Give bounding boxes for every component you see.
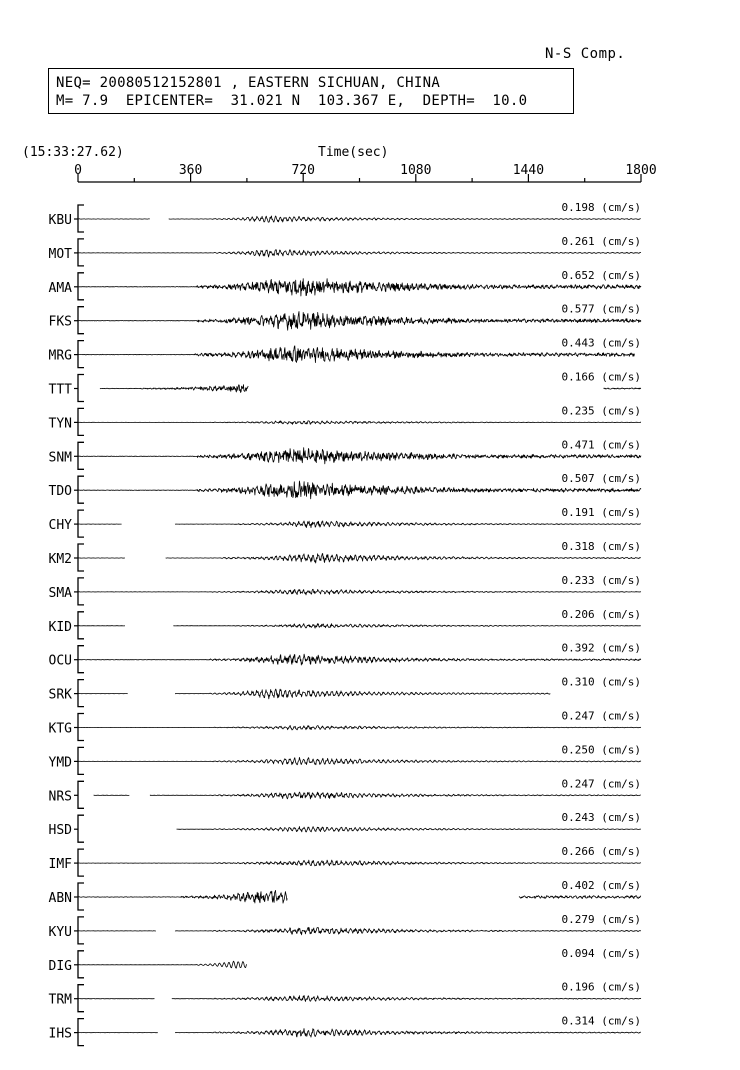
station-label: TRM bbox=[48, 992, 72, 1008]
peak-amplitude-label: 0.392 (cm/s) bbox=[561, 641, 641, 655]
waveform-trace bbox=[183, 961, 247, 968]
station-label: ABN bbox=[48, 891, 72, 906]
peak-amplitude-label: 0.314 (cm/s) bbox=[561, 1014, 641, 1028]
trace-bracket bbox=[78, 239, 84, 266]
event-header-line2: M= 7.9 EPICENTER= 31.021 N 103.367 E, DEPTH= 10.0 bbox=[56, 93, 528, 109]
trace-bracket bbox=[78, 273, 84, 300]
waveform-trace bbox=[78, 279, 641, 296]
peak-amplitude-label: 0.261 (cm/s) bbox=[561, 234, 641, 248]
trace-bracket bbox=[78, 985, 84, 1012]
waveform-trace bbox=[78, 757, 641, 764]
peak-amplitude-label: 0.402 (cm/s) bbox=[561, 879, 641, 892]
trace-bracket bbox=[78, 714, 84, 741]
station-label: KTG bbox=[48, 721, 72, 737]
station-label: TYN bbox=[48, 416, 72, 432]
peak-amplitude-label: 0.250 (cm/s) bbox=[561, 743, 641, 757]
station-label: IMF bbox=[48, 857, 72, 873]
trace-bracket bbox=[78, 307, 84, 334]
station-label: NRS bbox=[48, 789, 72, 805]
peak-amplitude-label: 0.577 (cm/s) bbox=[561, 302, 641, 316]
station-label: SRK bbox=[48, 687, 72, 703]
peak-amplitude-label: 0.443 (cm/s) bbox=[561, 336, 641, 350]
peak-amplitude-label: 0.247 (cm/s) bbox=[561, 709, 641, 723]
x-tick-label: 1080 bbox=[400, 163, 432, 178]
origin-time-label: (15:33:27.62) bbox=[22, 145, 124, 160]
peak-amplitude-label: 0.507 (cm/s) bbox=[561, 472, 641, 486]
station-label: CHY bbox=[48, 518, 72, 534]
station-label: SMA bbox=[48, 585, 72, 601]
station-label: KM2 bbox=[48, 552, 72, 567]
waveform-trace bbox=[169, 216, 641, 222]
waveform-trace bbox=[175, 1029, 641, 1038]
waveform-trace bbox=[78, 860, 641, 866]
station-label: OCU bbox=[48, 653, 72, 669]
waveform-trace bbox=[78, 725, 641, 730]
peak-amplitude-label: 0.247 (cm/s) bbox=[561, 777, 641, 791]
station-label: TTT bbox=[48, 382, 72, 398]
peak-amplitude-label: 0.206 (cm/s) bbox=[561, 607, 641, 621]
trace-bracket bbox=[78, 917, 84, 944]
waveform-trace bbox=[78, 890, 287, 903]
waveform-trace bbox=[150, 792, 641, 799]
station-label: KBU bbox=[48, 213, 72, 228]
waveform-trace bbox=[78, 312, 641, 331]
waveform-trace bbox=[78, 448, 641, 464]
waveform-trace bbox=[166, 554, 641, 564]
station-label: KYU bbox=[48, 924, 72, 940]
peak-amplitude-label: 0.094 (cm/s) bbox=[561, 946, 641, 960]
station-label: YMD bbox=[48, 755, 72, 771]
station-label: IHS bbox=[48, 1026, 72, 1042]
x-tick-label: 360 bbox=[178, 163, 203, 178]
waveform-trace bbox=[78, 589, 641, 595]
station-label: MRG bbox=[48, 348, 72, 364]
trace-bracket bbox=[78, 680, 84, 707]
waveform-trace bbox=[172, 996, 641, 1002]
station-label: SNM bbox=[48, 450, 72, 466]
peak-amplitude-label: 0.166 (cm/s) bbox=[561, 370, 641, 384]
station-label: HSD bbox=[48, 823, 72, 839]
x-tick-label: 1440 bbox=[512, 163, 545, 178]
x-axis-title: Time(sec) bbox=[318, 145, 389, 160]
peak-amplitude-label: 0.471 (cm/s) bbox=[561, 438, 641, 452]
waveform-trace bbox=[78, 346, 634, 363]
waveform-trace bbox=[78, 250, 641, 258]
waveform-trace bbox=[177, 827, 642, 832]
trace-bracket bbox=[78, 781, 84, 808]
x-tick-label: 0 bbox=[74, 163, 82, 178]
peak-amplitude-label: 0.233 (cm/s) bbox=[561, 573, 641, 587]
waveform-trace bbox=[100, 385, 248, 393]
waveform-trace bbox=[78, 421, 641, 425]
peak-amplitude-label: 0.243 (cm/s) bbox=[561, 811, 641, 825]
waveform-trace bbox=[175, 927, 641, 935]
peak-amplitude-label: 0.318 (cm/s) bbox=[561, 540, 641, 553]
waveform-trace bbox=[519, 896, 641, 899]
waveform-trace bbox=[604, 388, 642, 389]
event-header-line1: NEQ= 20080512152801 , EASTERN SICHUAN, CHINA bbox=[56, 75, 441, 91]
waveform-trace bbox=[175, 689, 550, 699]
trace-bracket bbox=[78, 408, 84, 435]
peak-amplitude-label: 0.310 (cm/s) bbox=[561, 675, 641, 689]
peak-amplitude-label: 0.191 (cm/s) bbox=[561, 506, 641, 520]
peak-amplitude-label: 0.235 (cm/s) bbox=[561, 404, 641, 418]
peak-amplitude-label: 0.279 (cm/s) bbox=[561, 912, 641, 926]
waveform-trace bbox=[78, 481, 641, 499]
trace-bracket bbox=[78, 815, 84, 842]
station-label: DIG bbox=[48, 958, 72, 974]
peak-amplitude-label: 0.196 (cm/s) bbox=[561, 980, 641, 994]
peak-amplitude-label: 0.266 (cm/s) bbox=[561, 845, 641, 859]
waveform-trace bbox=[78, 654, 641, 665]
trace-bracket bbox=[78, 375, 84, 402]
station-label: AMA bbox=[48, 280, 72, 296]
trace-bracket bbox=[78, 646, 84, 673]
x-tick-label: 720 bbox=[291, 163, 315, 178]
component-label: N-S Comp. bbox=[545, 46, 626, 62]
peak-amplitude-label: 0.652 (cm/s) bbox=[561, 268, 641, 282]
waveform-trace bbox=[173, 624, 640, 628]
station-label: MOT bbox=[48, 246, 72, 262]
peak-amplitude-label: 0.198 (cm/s) bbox=[561, 201, 641, 214]
x-tick-label: 1800 bbox=[625, 163, 657, 178]
station-label: FKS bbox=[48, 314, 72, 330]
trace-bracket bbox=[78, 544, 84, 571]
station-label: TDO bbox=[48, 484, 72, 500]
station-label: KID bbox=[48, 619, 72, 635]
waveform-trace bbox=[175, 521, 641, 528]
